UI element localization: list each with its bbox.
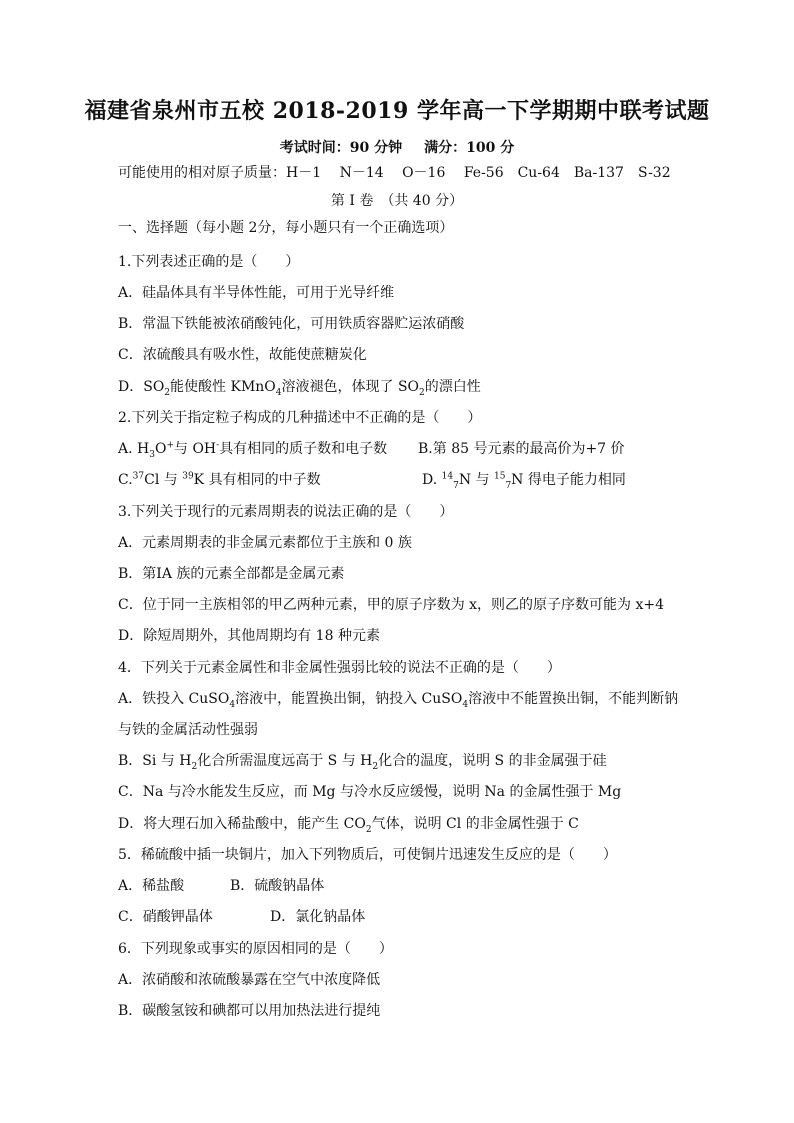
question-5-option-d: D．氯化钠晶体 — [270, 909, 366, 925]
question-4-stem: 4．下列关于元素金属性和非金属性强弱比较的说法不正确的是（ ） — [118, 660, 561, 676]
question-6-option-b: B．碳酸氢铵和碘都可以用加热法进行提纯 — [118, 1003, 381, 1019]
atomic-masses: 可能使用的相对原子质量：H－1 N－14 O－16 Fe-56 Cu-64 Ba-137 S-32 — [118, 165, 671, 181]
question-3-option-b: B．第ⅠA 族的元素全部都是金属元素 — [118, 566, 345, 582]
exam-meta — [0, 137, 794, 157]
question-1-stem: 1.下列表述正确的是（ ） — [118, 254, 300, 270]
question-5-stem: 5．稀硫酸中插一块铜片，加入下列物质后，可使铜片迅速发生反应的是（ ） — [118, 847, 617, 863]
question-3-option-d: D．除短周期外，其他周期均有 18 种元素 — [118, 628, 380, 644]
question-3-stem: 3.下列关于现行的元素周期表的说法正确的是（ ） — [118, 504, 454, 520]
question-6-option-a: A．浓硝酸和浓硫酸暴露在空气中浓度降低 — [118, 972, 381, 988]
question-6-stem: 6．下列现象或事实的原因相同的是（ ） — [118, 941, 393, 957]
question-1-option-c: C．浓硫酸具有吸水性，故能使蔗糖炭化 — [118, 347, 367, 363]
question-2-option-a: A. $H_3O^+$与 OH-具有相同的质子数和电子数 — [118, 440, 388, 460]
question-2-option-d: D. $^{14}_7$N 与 $^{15}_7$N 得电子能力相同 — [422, 471, 626, 491]
exam-title: 福建省泉州市五校 2018-2019 学年高一下学期期中联考试题 — [84, 98, 710, 124]
volume-label: 第 I 卷 （共 40 分） — [330, 193, 464, 209]
question-5-option-b: B．硫酸钠晶体 — [230, 878, 325, 894]
question-4-option-a: A．铁投入 CuSO$_4$溶液中，能置换出铜，钠投入 CuSO$_4$溶液中不能置换出铜，不能判断钠 — [118, 691, 679, 710]
question-5-option-c: C．硝酸钾晶体 — [118, 909, 213, 925]
question-1-option-d: D．$SO_2$能使酸性 KMnO$_4$溶液褪色，体现了 $SO_2$的漂白性 — [118, 379, 481, 398]
question-4-option-c: C．Na 与冷水能发生反应，而 Mg 与冷水反应缓慢，说明 Na 的金属性强于 Mg — [118, 784, 622, 800]
section-title: 一、选择题（每小题 2分，每小题只有一个正确选项） — [118, 220, 454, 236]
question-2-option-c: C.$^{37}$Cl 与 $^{39}$K 具有相同的中子数 — [118, 471, 321, 488]
question-1-option-b: B．常温下铁能被浓硝酸钝化，可用铁质容器贮运浓硝酸 — [118, 316, 465, 332]
question-5-option-a: A．稀盐酸 — [118, 878, 185, 894]
question-3-option-c: C．位于同一主族相邻的甲乙两种元素，甲的原子序数为 x，则乙的原子序数可能为 x+4 — [118, 597, 665, 613]
question-2-stem: 2.下列关于指定粒子构成的几种描述中不正确的是（ ） — [118, 410, 482, 426]
exam-time: 考试时间：90 分钟 — [279, 140, 403, 156]
question-3-option-a: A．元素周期表的非金属元素都位于主族和 0 族 — [118, 535, 412, 551]
full-score: 满分：100 分 — [424, 140, 515, 156]
question-4-option-a-cont: 与铁的金属活动性强弱 — [118, 722, 258, 738]
question-4-option-d: D．将大理石加入稀盐酸中，能产生 $CO_2$气体，说明 Cl 的非金属性强于 C — [118, 816, 579, 835]
question-4-option-b: B．Si 与 $H_2$化合所需温度远高于 S 与 $H_2$化合的温度，说明 S 的非金属强于硅 — [118, 753, 607, 772]
question-1-option-a: A．硅晶体具有半导体性能，可用于光导纤维 — [118, 285, 395, 301]
question-2-option-b: B.第 85 号元素的最高价为+7 价 — [418, 441, 625, 457]
